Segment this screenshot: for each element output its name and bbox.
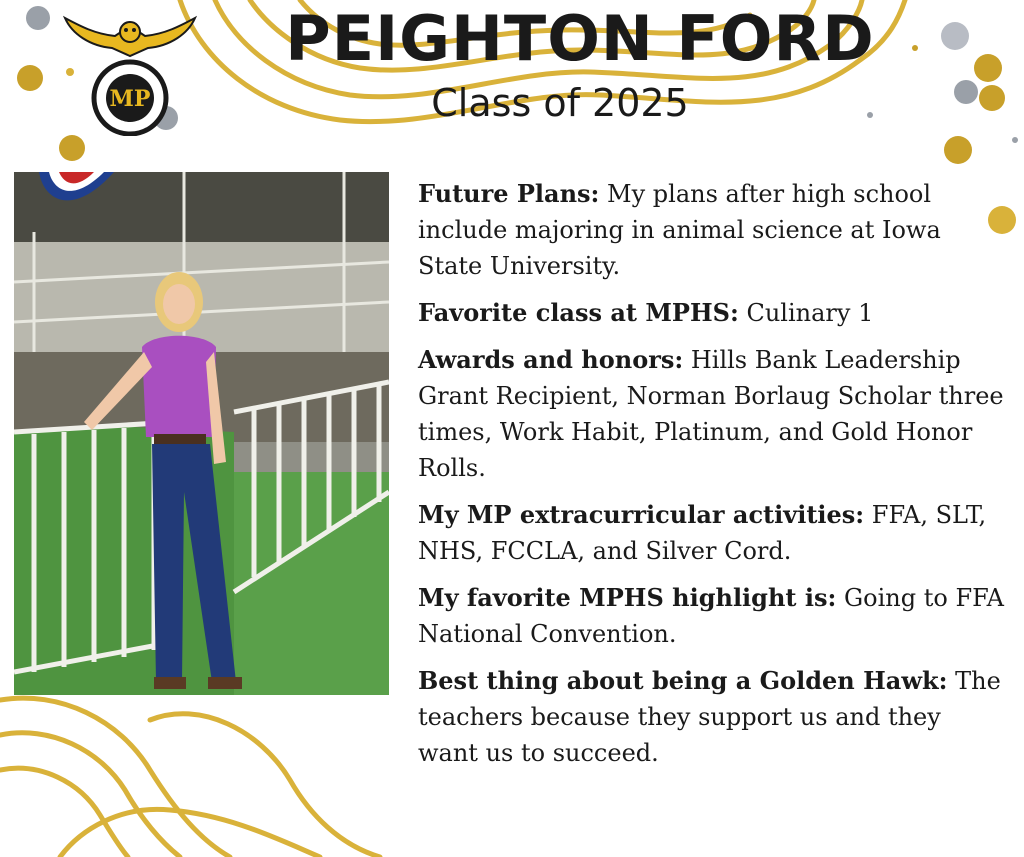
item-label: My MP extracurricular activities: (418, 500, 865, 529)
item-label: Favorite class at MPHS: (418, 298, 739, 327)
future-plans (418, 176, 1008, 284)
favorite-highlight (418, 580, 1008, 652)
student-name: PEIGHTON FORD (285, 2, 875, 75)
logo-monogram: MP (109, 86, 151, 112)
item-label: Awards and honors: (418, 345, 684, 374)
item-text: The teachers because they support us and they want us to succeed. (418, 667, 1001, 767)
school-logo (60, 6, 200, 136)
class-year: Class of 2025 (431, 81, 689, 125)
item-label: Future Plans: (418, 179, 600, 208)
student-photo (14, 172, 389, 695)
item-text: FFA, SLT, NHS, FCCLA, and Silver Cord. (418, 501, 987, 565)
item-text: Culinary 1 (738, 299, 874, 327)
hawk-icon (65, 18, 195, 56)
awards-honors (418, 342, 1008, 486)
item-label: My favorite MPHS highlight is: (418, 583, 837, 612)
item-text: Going to FFA National Convention. (418, 584, 1004, 648)
best-thing-golden-hawk (418, 663, 1008, 771)
extracurricular-activities (418, 497, 1008, 569)
item-text: My plans after high school include majoring in animal science at Iowa State University. (418, 180, 941, 280)
profile-details (418, 176, 1008, 782)
item-label: Best thing about being a Golden Hawk: (418, 666, 948, 695)
favorite-class (418, 295, 1008, 331)
item-text: Hills Bank Leadership Grant Recipient, Norman Borlaug Scholar three times, Work Habit, Platinum, and Gold Honor Rolls. (418, 346, 1004, 482)
